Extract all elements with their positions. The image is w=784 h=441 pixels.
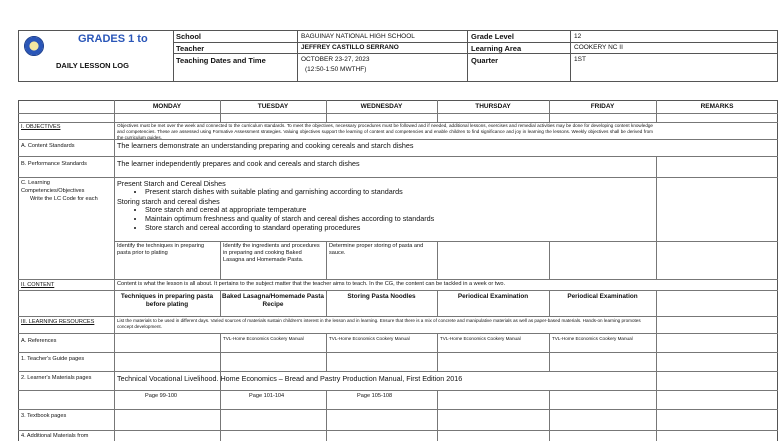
objective-wednesday: Determine proper storing of pasta and sauce.	[329, 243, 424, 256]
objectives-text: Objectives must be met over the week and connected to the curriculum standards. To meet the objectives, necessary procedures must be followed and if needed, additional lessons, exercises and remedial activities may be done for developing content knowledge and competencies. These are assessed using Formative Assessment strategies. Valuing objectives support the learning of content and competencies and enable children to find significance and joy in learning the lessons. Weekly objectives shall be derived from the curriculum guides.	[117, 123, 653, 139]
competencies-label-line2: Competencies/Objectives	[21, 188, 85, 194]
reference-tuesday: TVL-Home Economics Cookery Manual	[223, 336, 304, 341]
day-header-wednesday: WEDNESDAY	[360, 103, 403, 110]
deped-seal-icon	[24, 36, 44, 56]
topic-thursday: Periodical Examination	[457, 293, 529, 300]
teacher-label: Teacher	[176, 44, 205, 53]
additional-materials-label: 4. Additional Materials from	[21, 433, 89, 439]
competency-heading-storing: Storing starch and cereal dishes	[117, 197, 220, 206]
content-standards-label: A. Content Standards	[21, 143, 75, 149]
learning-resources-text: List the materials to be used in different days. Varied sources of materials sustain children's interest in the lesson and in learning. Ensure that there is a mix of concrete and manipulative materials as well as paper-based materials. Hands-on learning promotes concept development.	[117, 318, 641, 329]
learning-resources-label: III. LEARNING RESOURCES	[21, 319, 95, 325]
topic-monday: Techniques in preparing pasta before plating	[120, 293, 214, 308]
content-standards-text: The learners demonstrate an understanding preparing and cooking cereals and starch dishes	[117, 141, 414, 150]
dates-value: OCTOBER 23-27, 2023	[301, 56, 370, 63]
grades-label: GRADES 1 to	[78, 33, 148, 45]
pages-monday: Page 99-100	[145, 393, 178, 399]
performance-standards-label: B. Performance Standards	[21, 161, 87, 167]
references-label: A. References	[21, 338, 57, 344]
competency-list-present	[117, 188, 652, 197]
time-value: (12:50-1:50 MWTHF)	[305, 66, 367, 73]
content-text: Content is what the lesson is all about. It pertains to the subject matter that the teacher aims to teach. In the CG, the content can be tackled in a week or two.	[117, 281, 506, 287]
dates-label: Teaching Dates and Time	[176, 56, 266, 65]
competency-item: • Store starch and cereal at appropriate temperature	[145, 206, 652, 215]
topic-tuesday: Baked Lasagna/Homemade Pasta Recipe	[222, 293, 324, 308]
learners-materials-label: 2. Learner's Materials pages	[21, 375, 92, 381]
day-header-friday: FRIDAY	[590, 103, 615, 110]
topic-friday: Periodical Examination	[567, 293, 638, 300]
document-title: DAILY LESSON LOG	[56, 61, 129, 70]
objective-monday: Identify the techniques in preparing pasta prior to plating	[117, 243, 205, 256]
reference-wednesday: TVL-Home Economics Cookery Manual	[329, 336, 410, 341]
quarter-value: 1ST	[574, 56, 586, 63]
competencies-label-line1: C. Learning	[21, 180, 50, 186]
reference-friday: TVL-Home Economics Cookery Manual	[552, 336, 633, 341]
objectives-label: I. OBJECTIVES	[21, 124, 61, 130]
day-header-thursday: THURSDAY	[475, 103, 511, 110]
teacher-value: JEFFREY CASTILLO SERRANO	[301, 44, 399, 51]
grade-level-value: 12	[574, 33, 582, 40]
grade-level-label: Grade Level	[471, 32, 514, 41]
learning-area-value: COOKERY NC II	[574, 44, 623, 51]
school-value: BAGUINAY NATIONAL HIGH SCHOOL	[301, 33, 415, 40]
topic-wednesday: Storing Pasta Noodles	[347, 293, 416, 300]
day-header-tuesday: TUESDAY	[257, 103, 289, 110]
reference-thursday: TVL-Home Economics Cookery Manual	[440, 336, 521, 341]
day-header-monday: MONDAY	[152, 103, 182, 110]
performance-standards-text: The learner independently prepares and cook and cereals and starch dishes	[117, 159, 360, 168]
pages-tuesday: Page 101-104	[249, 393, 285, 399]
competency-heading-present: Present Starch and Cereal Dishes	[117, 179, 226, 188]
learning-area-label: Learning Area	[471, 44, 522, 53]
competency-list-storing	[117, 206, 652, 232]
pages-wednesday: Page 105-108	[357, 393, 393, 399]
objective-tuesday: Identify the ingredients and procedures in preparing and cooking Baked Lasagna and Homemade Pasta.	[223, 243, 320, 263]
competency-item: • Present starch dishes with suitable plating and garnishing according to standards	[145, 188, 652, 197]
school-label: School	[176, 32, 202, 41]
competency-item: • Maintain optimum freshness and quality of starch and cereal dishes according to standards	[145, 215, 652, 224]
textbook-pages-label: 3. Textbook pages	[21, 413, 67, 419]
day-header-remarks: REMARKS	[700, 103, 734, 110]
competency-item: • Store starch and cereal according to standard operating procedures	[145, 224, 652, 233]
quarter-label: Quarter	[471, 56, 499, 65]
competencies-label-line3: Write the LC Code for each	[30, 196, 98, 202]
teachers-guide-label: 1. Teacher's Guide pages	[21, 356, 85, 362]
learners-materials-text: Technical Vocational Livelihood. Home Economics – Bread and Pastry Production Manual, First Edition 2016	[117, 374, 463, 383]
content-label: II. CONTENT	[21, 282, 55, 288]
